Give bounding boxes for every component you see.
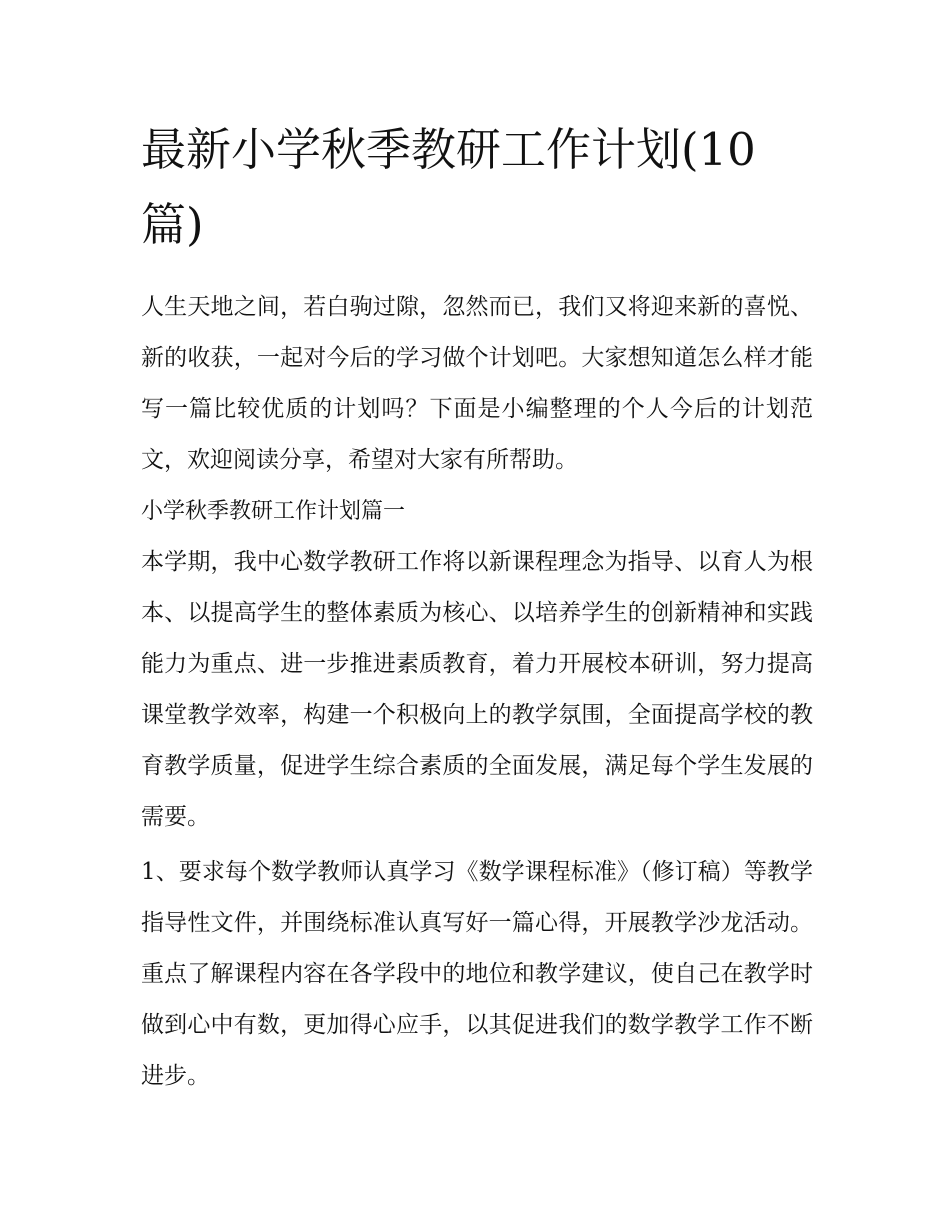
document-content — [141, 112, 813, 1102]
body-paragraph-2: 1、要求每个数学教师认真学习《数学课程标准》（修订稿）等教学指导性文件，并围绕标准认真写好一篇心得，开展教学沙龙活动。重点了解课程内容在各学段中的地位和教学建议，使自己在教学时做到心中有数，更加得心应手，以其促进我们的数学教学工作不断进步。 — [141, 859, 813, 1089]
intro-paragraph: 人生天地之间，若白驹过隙，忽然而已，我们又将迎来新的喜悦、新的收获，一起对今后的学习做个计划吧。大家想知道怎么样才能写一篇比较优质的计划吗？下面是小编整理的个人今后的计划范文，欢迎阅读分享，希望对大家有所帮助。 — [141, 294, 813, 473]
document-title: 最新小学秋季教研工作计划(10篇) — [141, 123, 756, 251]
section-heading: 小学秋季教研工作计划篇一 — [141, 499, 406, 524]
body-paragraph-1: 本学期，我中心数学教研工作将以新课程理念为指导、以育人为根本、以提高学生的整体素质为核心、以培养学生的创新精神和实践能力为重点、进一步推进素质教育，着力开展校本研训，努力提高课堂教学效率，构建一个积极向上的教学氛围，全面提高学校的教育教学质量，促进学生综合素质的全面发展，满足每个学生发展的需要。 — [141, 549, 813, 830]
